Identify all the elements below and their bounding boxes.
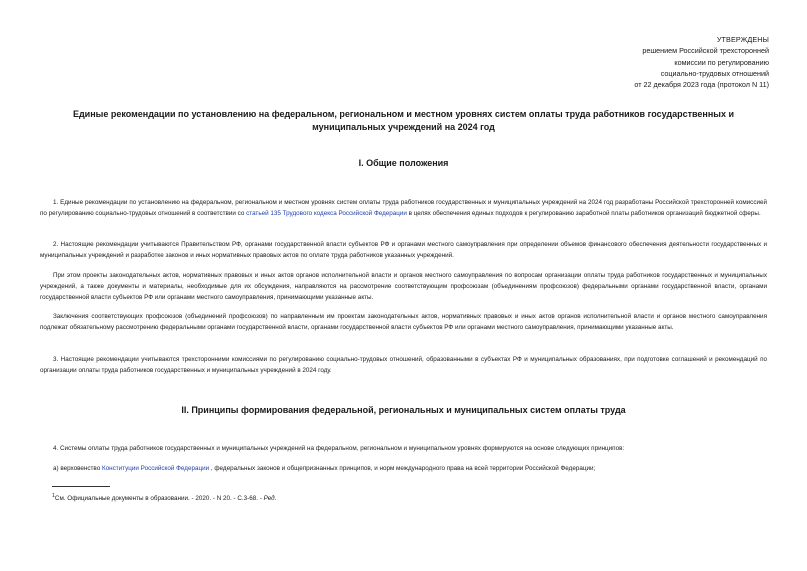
paragraph: 2. Настоящие рекомендации учитываются Правительством РФ, органами государственной власти субъектов РФ и органами местного самоуправления при определении объемов финансового обеспечения деятельности государственных и муниципальных учреждений и разработке законов и иных нормативных правовых актов по оплате труда работников указанных учреждений. — [40, 241, 767, 260]
paragraph — [40, 197, 767, 219]
footnote-marker: 1 — [52, 493, 55, 499]
section-heading: I. Общие положения — [358, 158, 449, 168]
approval-line: комиссии по регулированию — [674, 57, 769, 67]
footnote-editor-note: Ред. — [263, 495, 277, 503]
paragraph: Заключения соответствующих профсоюзов (объединений профсоюзов) по направленным им проектам законодательных актов, нормативных правовых и иных актов органов исполнительной власти и органов местного самоуправления подлежат обязательному рассмотрению федеральными органами государственной власти, органами государственной власти субъектов РФ или органами местного самоуправления, принимающими указанные акты. — [40, 313, 767, 332]
footnote-divider — [52, 486, 110, 487]
paragraph-text: а) верховенство — [53, 465, 102, 472]
paragraph: При этом проекты законодательных актов, нормативных правовых и иных актов органов исполнительной власти и органов местного самоуправления по вопросам организации оплаты труда работников государственных и муниципальных учреждений, а также документы и материалы, необходимые для их обсуждения, направляются на рассмотрение соответствующим профсоюзам (объединениям профсоюзов) федеральными органами государственной власти, органами государственной власти субъектов РФ или органами местного самоуправления, принимающими указанные акты. — [40, 272, 767, 302]
approval-line: от 22 декабря 2023 года (протокол N 11) — [634, 80, 769, 90]
paragraph: 3. Настоящие рекомендации учитываются трехсторонними комиссиями по регулированию социально-трудовых отношений, образованными в субъектах РФ и муниципальных образованиях, при подготовке соглашений и рекомендаций по организации оплаты труда работников государственных и муниципальных учреждений в 2024 году. — [40, 356, 767, 375]
labor-code-article-link[interactable]: статьей 135 Трудового кодекса Российской Федерации — [246, 210, 407, 218]
constitution-link[interactable]: Конституции Российской Федерации — [101, 465, 210, 472]
footnote — [52, 491, 276, 504]
document-title: Единые рекомендации по установлению на федеральном, региональном и местном уровнях систем оплаты труда работников государственных и муниципальных учреждений на 2024 год — [72, 109, 735, 132]
footnote-text: См. Официальные документы в образовании. - 2020. - N 20. - С.3-68. - — [54, 495, 264, 503]
approval-line: решением Российской трехсторонней — [642, 46, 769, 56]
section-heading: II. Принципы формирования федеральной, региональных и муниципальных систем оплаты труда — [181, 405, 626, 415]
paragraph: 4. Системы оплаты труда работников государственных и муниципальных учреждений на федеральном, региональном и муниципальном уровнях формируются на основе следующих принципов: — [53, 445, 625, 452]
paragraph-text: , федеральных законов и общепризнанных принципов, и норм международного права на всей территории Российской Федерации; — [209, 465, 596, 472]
approval-stamp — [634, 34, 769, 90]
paragraph-text: в целях обеспечения единых подходов к регулированию заработной платы работников организаций бюджетной сферы. — [406, 210, 761, 218]
approval-line: социально-трудовых отношений — [660, 68, 769, 78]
paragraph-text: 1. Единые рекомендации по установлению на федеральном, региональном и местном уровнях систем оплаты труда работников государственных и муниципальных учреждений на 2024 год разработаны Российской трехсторонней комиссией по регулированию социально-трудовых отношений в соответствии со — [40, 199, 767, 218]
approval-heading: УТВЕРЖДЕНЫ — [716, 35, 769, 44]
paragraph — [53, 463, 767, 474]
